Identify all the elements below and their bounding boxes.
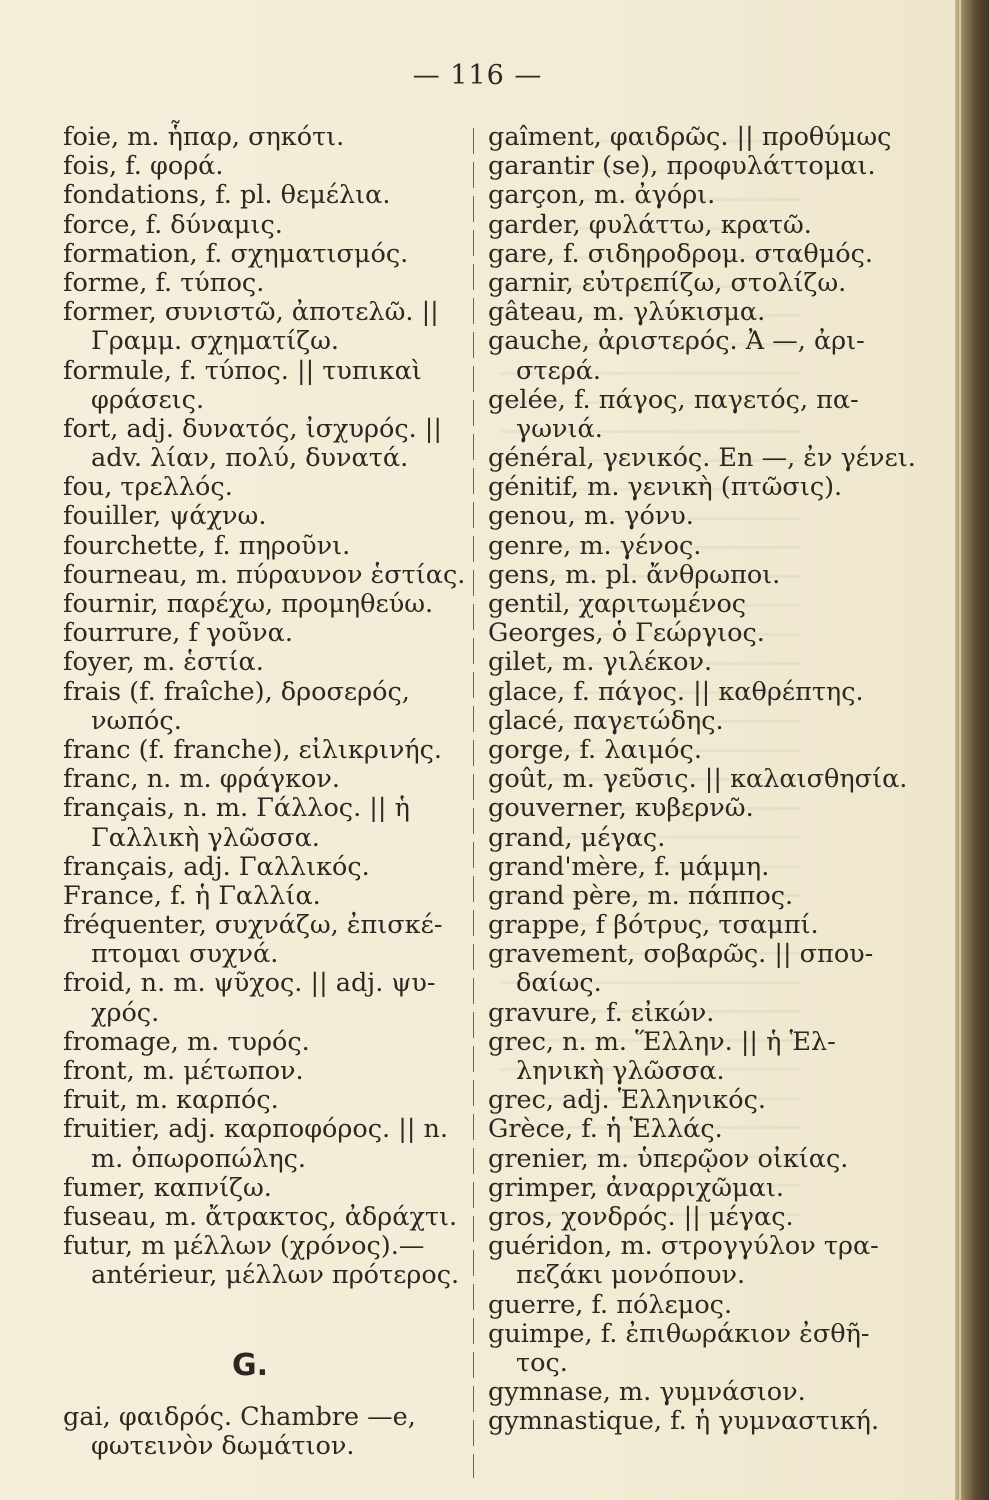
dictionary-entry: gymnastique, f. ἡ γυμναστική. <box>488 1406 880 1437</box>
dictionary-entry: gouverner, κυβερνῶ. <box>488 793 754 824</box>
dictionary-entry: front, m. μέτωπον. <box>63 1056 304 1086</box>
dictionary-entry: fondations, f. pl. θεμέλια. <box>63 180 391 211</box>
dictionary-entry: froid, n. m. ψῦχος. || adj. ψυ- <box>63 968 436 999</box>
dictionary-entry: futur, m μέλλων (χρόνος).— <box>63 1231 425 1262</box>
dictionary-entry: fruit, m. καρπός. <box>63 1085 279 1116</box>
dictionary-entry: gymnase, m. γυμνάσιον. <box>488 1377 806 1408</box>
dictionary-entry: fourchette, f. πηροῦνι. <box>63 530 351 561</box>
dictionary-entry-continuation: adv. λίαν, πολύ, δυνατά. <box>91 443 409 474</box>
dictionary-entry: fumer, καπνίζω. <box>63 1172 272 1203</box>
dictionary-entry-continuation: Γραμμ. σχηματίζω. <box>91 326 340 357</box>
dictionary-entry-continuation: πεζάκι μονόπουν. <box>516 1260 746 1291</box>
dictionary-entry: glace, f. πάγος. || καθρέπτης. <box>488 676 864 707</box>
dictionary-entry: français, adj. Γαλλικός. <box>63 851 370 882</box>
dictionary-entry-continuation: δαίως. <box>516 968 602 999</box>
dictionary-entry: gorge, f. λαιμός. <box>488 734 702 765</box>
column-divider <box>473 128 474 1478</box>
dictionary-entry: grenier, m. ὑπερῷον οἰκίας. <box>488 1143 849 1174</box>
dictionary-entry: foyer, m. ἑστία. <box>63 647 264 678</box>
dictionary-entry-continuation: φωτεινὸν δωμάτιον. <box>91 1431 355 1462</box>
dictionary-entry: fort, adj. δυνατός, ἰσχυρός. || <box>63 413 442 444</box>
dictionary-entry: guimpe, f. ἐπιθωράκιον ἐσθῆ- <box>488 1318 870 1349</box>
left-column-after-heading <box>63 1403 463 1461</box>
dictionary-entry-continuation: νωπός. <box>91 705 182 736</box>
dictionary-entry: fou, τρελλός. <box>63 472 233 503</box>
dictionary-entry-continuation: antérieur, μέλλων πρότερος. <box>91 1260 460 1291</box>
dictionary-entry: Grèce, f. ἡ Ἑλλάς. <box>488 1114 723 1145</box>
dictionary-entry: fournir, παρέχω, προμηθεύω. <box>63 589 434 619</box>
dictionary-entry: fois, f. φορά. <box>63 151 224 182</box>
dictionary-entry: glacé, παγετώδης. <box>488 705 724 736</box>
dictionary-entry-continuation: Γαλλικὴ γλῶσσα. <box>91 822 320 853</box>
dictionary-entry: France, f. ἡ Γαλλία. <box>63 880 321 911</box>
left-column <box>63 122 466 1291</box>
dictionary-entry: franc, n. m. φράγκον. <box>63 764 340 795</box>
dictionary-entry: former, συνιστῶ, ἀποτελῶ. || <box>63 297 439 328</box>
page-edge-line <box>959 0 961 1500</box>
dictionary-entry: frais (f. fraîche), δροσερός, <box>63 676 410 707</box>
dictionary-entry: genou, m. γόνυ. <box>488 501 694 532</box>
section-heading: G. <box>232 1348 269 1383</box>
dictionary-entry: génitif, m. γενικὴ (πτῶσις). <box>488 472 843 503</box>
dictionary-entry-continuation: στερά. <box>516 355 602 386</box>
dictionary-entry: gros, χονδρός. || μέγας. <box>488 1201 794 1232</box>
dictionary-entry: genre, m. γένος. <box>488 530 702 561</box>
dictionary-entry-continuation: φράσεις. <box>91 384 205 415</box>
dictionary-entry: grand'mère, f. μάμμη. <box>488 851 770 882</box>
dictionary-entry: fuseau, m. ἄτρακτος, ἀδράχτι. <box>63 1201 458 1232</box>
dictionary-entry: guerre, f. πόλεμος. <box>488 1289 733 1320</box>
dictionary-entry: grappe, f βότρυς, τσαμπί. <box>488 910 819 941</box>
dictionary-entry-continuation: τος. <box>516 1347 568 1378</box>
dictionary-entry: général, γενικός. En —, ἐν γένει. <box>488 443 916 474</box>
dictionary-entry: grec, n. m. Ἕλλην. || ἡ Ἑλ- <box>488 1026 836 1057</box>
dictionary-entry: formule, f. τύπος. || τυπικαὶ <box>63 355 422 386</box>
dictionary-entry: fourrure, f γοῦνα. <box>63 618 293 649</box>
dictionary-entry: fouiller, ψάχνω. <box>63 501 267 532</box>
dictionary-entry: grec, adj. Ἑλληνικός. <box>488 1085 766 1116</box>
right-column <box>488 122 916 1437</box>
dictionary-entry: fromage, m. τυρός. <box>63 1026 310 1057</box>
dictionary-entry: garder, φυλάττω, κρατῶ. <box>488 209 812 240</box>
dictionary-entry: gentil, χαριτωμένος <box>488 589 747 619</box>
dictionary-entry: guéridon, m. στρογγύλον τρα- <box>488 1231 879 1262</box>
dictionary-entry: gelée, f. πάγος, παγετός, πα- <box>488 384 859 415</box>
dictionary-entry: foie, m. ἧπαρ, σηκότι. <box>63 122 345 152</box>
dictionary-entry: forme, f. τύπος. <box>63 267 265 298</box>
dictionary-entry: garantir (se), προφυλάττομαι. <box>488 151 876 182</box>
dictionary-entry: gens, m. pl. ἄνθρωποι. <box>488 559 781 590</box>
dictionary-entry: formation, f. σχηματισμός. <box>63 238 409 269</box>
dictionary-entry: gaîment, φαιδρῶς. || προθύμως <box>488 122 892 152</box>
dictionary-entry: goût, m. γεῦσις. || καλαισθησία. <box>488 764 908 795</box>
dictionary-entry-continuation: πτομαι συχνά. <box>91 939 279 970</box>
dictionary-entry: franc (f. franche), εἰλικρινής. <box>63 734 443 765</box>
dictionary-entry: grimper, ἀναρριχῶμαι. <box>488 1172 784 1203</box>
dictionary-entry: fréquenter, συχνάζω, ἐπισκέ- <box>63 910 443 941</box>
dictionary-entry: fourneau, m. πύραυνον ἑστίας. <box>63 559 466 590</box>
page-number: — 116 — <box>412 60 543 91</box>
dictionary-entry: gravement, σοβαρῶς. || σπου- <box>488 939 874 970</box>
dictionary-entry: gauche, ἀριστερός. Ἀ —, ἀρι- <box>488 326 865 357</box>
dictionary-entry: français, n. m. Γάλλος. || ἡ <box>63 793 410 824</box>
dictionary-entry-continuation: m. ὀπωροπώλης. <box>91 1143 307 1174</box>
dictionary-entry: fruitier, adj. καρποφόρος. || n. <box>63 1114 449 1145</box>
dictionary-entry: garçon, m. ἀγόρι. <box>488 180 716 211</box>
dictionary-entry: gravure, f. εἰκών. <box>488 997 715 1028</box>
dictionary-entry: gai, φαιδρός. Chambre —e, <box>63 1402 416 1432</box>
dictionary-entry: gilet, m. γιλέκον. <box>488 647 713 678</box>
dictionary-entry: Georges, ὁ Γεώργιος. <box>488 618 765 649</box>
dictionary-entry: garnir, εὐτρεπίζω, στολίζω. <box>488 267 847 298</box>
dictionary-entry: gâteau, m. γλύκισμα. <box>488 297 766 328</box>
dictionary-entry-continuation: γωνιά. <box>516 413 603 444</box>
dictionary-entry: gare, f. σιδηροδρομ. σταθμός. <box>488 238 874 269</box>
dictionary-entry-continuation: ληνικὴ γλῶσσα. <box>516 1056 725 1086</box>
dictionary-entry-continuation: χρός. <box>91 997 160 1028</box>
dictionary-entry: force, f. δύναμις. <box>63 209 283 240</box>
dictionary-entry: grand père, m. πάππος. <box>488 880 794 911</box>
dictionary-entry: grand, μέγας. <box>488 822 666 853</box>
